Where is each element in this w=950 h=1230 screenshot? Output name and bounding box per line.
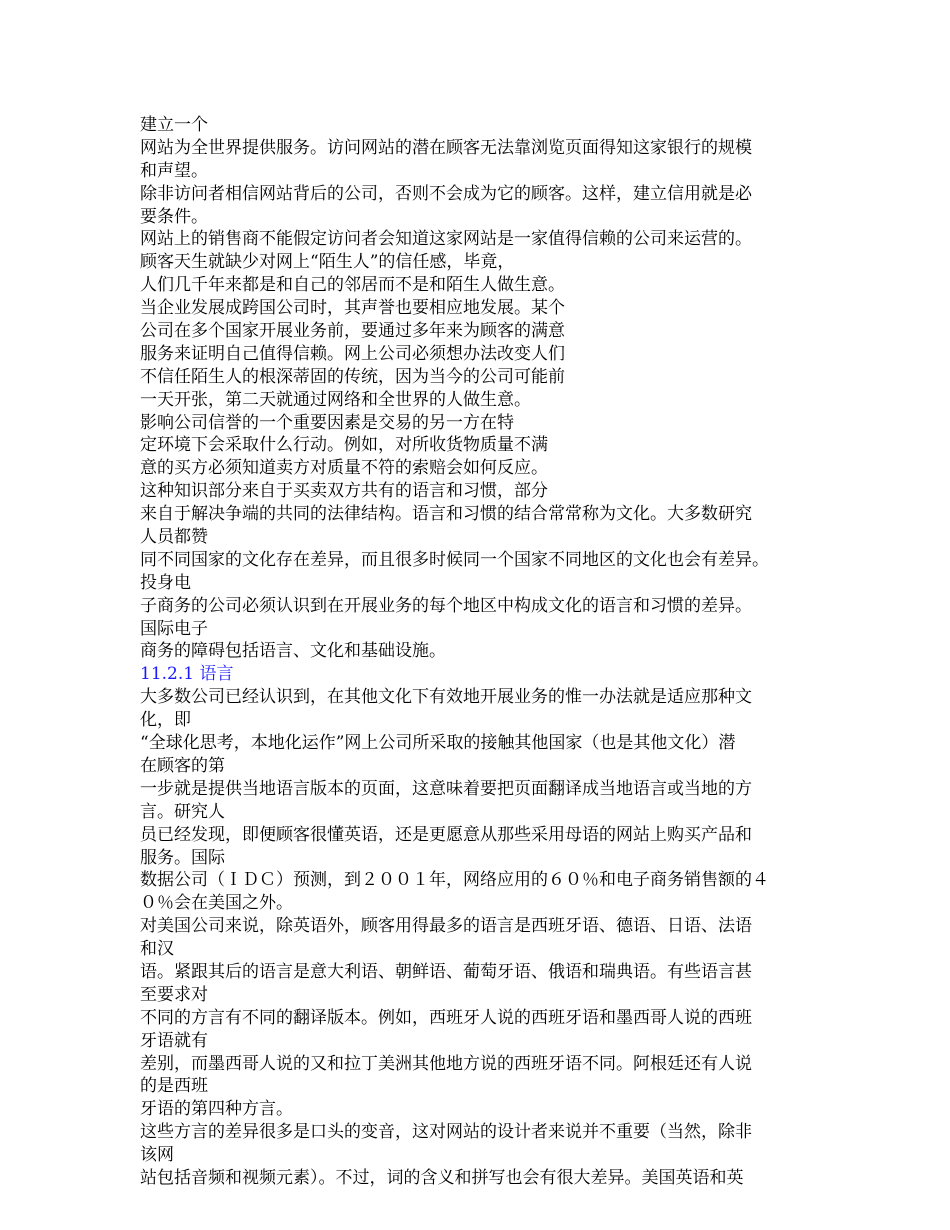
text-line: 一天开张，第二天就通过网络和全世界的人做生意。 [140,389,531,410]
text-line: 差别，而墨西哥人说的又和拉丁美洲其他地方说的西班牙语不同。阿根廷还有人说 [140,1053,752,1074]
text-line: 意的买方必须知道卖方对质量不符的索赔会如何反应。 [140,458,548,479]
text-line: 员已经发现，即便顾客很懂英语，还是更愿意从那些采用母语的网站上购买产品和 [140,824,752,845]
text-line: “全球化思考，本地化运作”网上公司所采取的接触其他国家（也是其他文化）潜 [140,733,736,754]
text-line: 对美国公司来说，除英语外，顾客用得最多的语言是西班牙语、德语、日语、法语 [140,916,752,937]
text-line: 同不同国家的文化存在差异，而且很多时候同一个国家不同地区的文化也会有差异。 [140,549,769,570]
text-line: 要条件。 [140,206,208,227]
text-line: 数据公司（ＩＤＣ）预测，到２００１年，网络应用的６０％和电子商务销售额的４ [140,870,769,891]
document-body [140,114,830,1190]
text-line: 和汉 [140,939,174,960]
text-line: 当企业发展成跨国公司时，其声誉也要相应地发展。某个 [140,298,565,319]
text-line: 在顾客的第 [140,755,225,776]
text-line: 网站为全世界提供服务。访问网站的潜在顾客无法靠浏览页面得知这家银行的规模 [140,137,752,158]
text-line: 人们几千年来都是和自己的邻居而不是和陌生人做生意。 [140,275,565,296]
text-line: 影响公司信誉的一个重要因素是交易的另一方在特 [140,412,514,433]
text-line: ０％会在美国之外。 [140,893,293,914]
text-line: 和声望。 [140,160,208,181]
text-line: 化，即 [140,710,191,731]
text-line: 语。紧跟其后的语言是意大利语、朝鲜语、葡萄牙语、俄语和瑞典语。有些语言甚 [140,961,752,982]
text-line: 不信任陌生人的根深蒂固的传统，因为当今的公司可能前 [140,366,565,387]
text-line: 投身电 [140,572,191,593]
text-line: 一步就是提供当地语言版本的页面，这意味着要把页面翻译成当地语言或当地的方 [140,778,752,799]
text-line: 公司在多个国家开展业务前，要通过多年来为顾客的满意 [140,321,565,342]
text-line: 至要求对 [140,984,208,1005]
text-line: 牙语的第四种方言。 [140,1099,293,1120]
text-line: 大多数公司已经认识到，在其他文化下有效地开展业务的惟一办法就是适应那种文 [140,687,752,708]
text-line: 除非访问者相信网站背后的公司，否则不会成为它的顾客。这样，建立信用就是必 [140,183,752,204]
text-line: 网站上的销售商不能假定访问者会知道这家网站是一家值得信赖的公司来运营的。 [140,229,752,250]
text-line: 言。研究人 [140,801,225,822]
text-line: 建立一个 [140,115,208,135]
text-line: 定环境下会采取什么行动。例如，对所收货物质量不满 [140,435,548,456]
text-line: 牙语就有 [140,1030,208,1051]
text-line: 站包括音频和视频元素）。不过，词的含义和拼写也会有很大差异。美国英语和英 [140,1167,744,1188]
text-line: 服务来证明自己值得信赖。网上公司必须想办法改变人们 [140,343,565,364]
text-line: 这种知识部分来自于买卖双方共有的语言和习惯，部分 [140,481,548,502]
text-line: 子商务的公司必须认识到在开展业务的每个地区中构成文化的语言和习惯的差异。 [140,595,752,616]
text-line: 顾客天生就缺少对网上“陌生人”的信任感，毕竟， [140,252,515,273]
text-line: 该网 [140,1145,174,1166]
text-line: 这些方言的差异很多是口头的变音，这对网站的设计者来说并不重要（当然，除非 [140,1122,752,1143]
section-heading: 11.2.1 语言 [140,664,234,685]
text-line: 来自于解决争端的共同的法律结构。语言和习惯的结合常常称为文化。大多数研究 [140,504,752,525]
text-line: 不同的方言有不同的翻译版本。例如，西班牙人说的西班牙语和墨西哥人说的西班 [140,1007,752,1028]
text-line: 人员都赞 [140,527,208,548]
text-line: 服务。国际 [140,847,225,868]
text-line: 国际电子 [140,618,208,639]
text-line: 的是西班 [140,1076,208,1097]
text-line: 商务的障碍包括语言、文化和基础设施。 [140,641,446,662]
